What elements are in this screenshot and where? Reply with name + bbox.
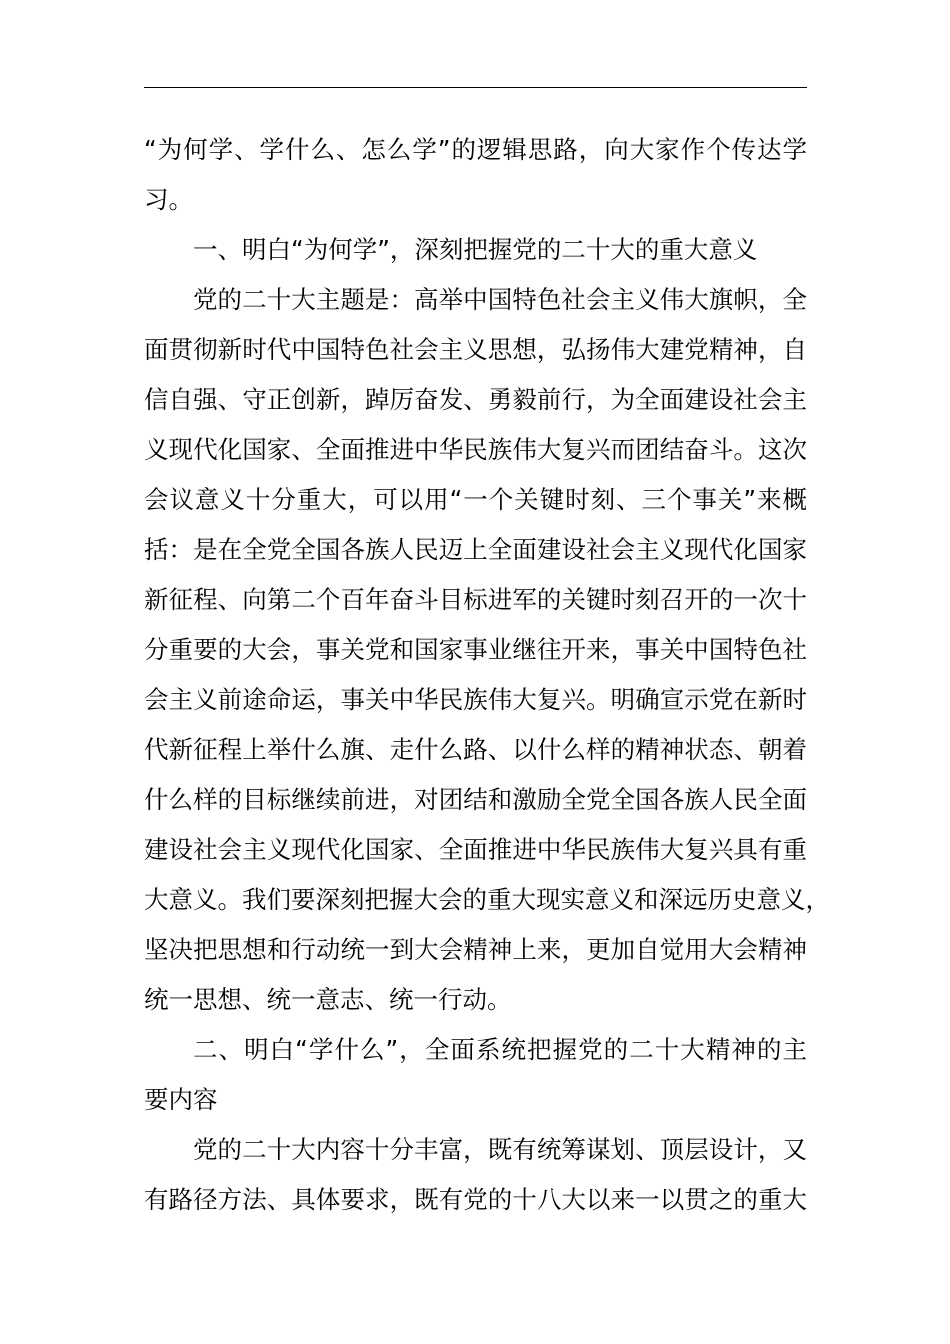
- document-body: [144, 125, 830, 1225]
- text-line: 面贯彻新时代中国特色社会主义思想，弘扬伟大建党精神，自: [144, 335, 807, 364]
- text-line: 一、明白“为何学”，深刻把握党的二十大的重大意义: [193, 235, 758, 264]
- text-line: 分重要的大会，事关党和国家事业继往开来，事关中国特色社: [144, 635, 807, 664]
- text-line: 二、明白“学什么”，全面系统把握党的二十大精神的主: [193, 1035, 807, 1064]
- text-line: “为何学、学什么、怎么学”的逻辑思路，向大家作个传达学: [144, 135, 807, 164]
- text-line: 坚决把思想和行动统一到大会精神上来，更加自觉用大会精神: [144, 935, 807, 964]
- text-line: 党的二十大内容十分丰富，既有统筹谋划、顶层设计，又: [193, 1135, 807, 1164]
- text-line: 信自强、守正创新，踔厉奋发、勇毅前行，为全面建设社会主: [144, 385, 807, 414]
- text-line: 新征程、向第二个百年奋斗目标进军的关键时刻召开的一次十: [144, 585, 807, 614]
- text-line: 有路径方法、具体要求，既有党的十八大以来一以贯之的重大: [144, 1185, 807, 1214]
- text-line: 建设社会主义现代化国家、全面推进中华民族伟大复兴具有重: [144, 835, 807, 864]
- text-line: 要内容: [144, 1085, 218, 1114]
- text-line: 党的二十大主题是：高举中国特色社会主义伟大旗帜，全: [193, 285, 807, 314]
- text-line: 统一思想、统一意志、统一行动。: [144, 985, 512, 1014]
- header-rule: [144, 87, 807, 88]
- text-line: 什么样的目标继续前进，对团结和激励全党全国各族人民全面: [144, 785, 807, 814]
- text-line: 会主义前途命运，事关中华民族伟大复兴。明确宣示党在新时: [144, 685, 807, 714]
- text-line: 代新征程上举什么旗、走什么路、以什么样的精神状态、朝着: [144, 735, 807, 764]
- text-line: 习。: [144, 185, 193, 214]
- text-line: 大意义。我们要深刻把握大会的重大现实意义和深远历史意义，: [144, 885, 830, 914]
- text-line: 会议意义十分重大，可以用“一个关键时刻、三个事关”来概: [144, 485, 807, 514]
- text-line: 括：是在全党全国各族人民迈上全面建设社会主义现代化国家: [144, 535, 807, 564]
- text-line: 义现代化国家、全面推进中华民族伟大复兴而团结奋斗。这次: [144, 435, 807, 464]
